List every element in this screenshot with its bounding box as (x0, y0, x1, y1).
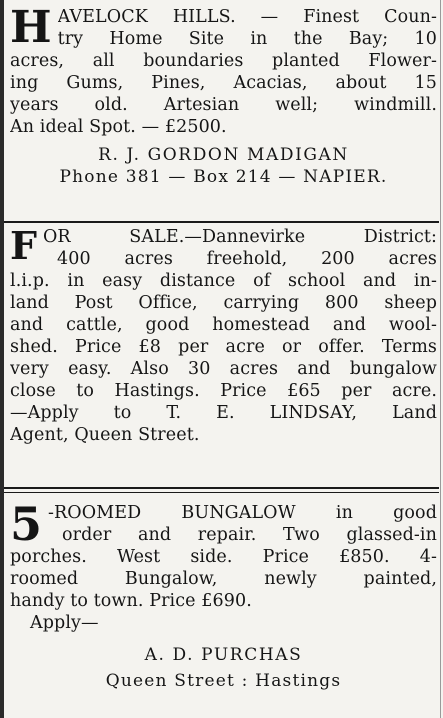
divider (4, 487, 439, 489)
advertisement-for-sale-dannevirke (10, 223, 437, 484)
ad-text-line: porches. West side. Price £850. 4- (10, 547, 437, 567)
ad-text-line: land Post Office, carrying 800 sheep (10, 293, 437, 313)
ad-text-line: very easy. Also 30 acres and bungalow (10, 359, 437, 379)
drop-cap: F (10, 223, 37, 268)
ad-text-line: -ROOMED BUNGALOW in good (48, 503, 437, 523)
ad-text-line: years old. Artesian well; windmill. (10, 95, 437, 115)
ad-text-line: An ideal Spot. — £2500. (10, 117, 227, 137)
ad-text-line: OR SALE.—Dannevirke District: (42, 227, 437, 247)
left-border (0, 0, 4, 718)
ad-text-line: roomed Bungalow, newly painted, (10, 569, 437, 589)
drop-cap: H (10, 2, 52, 53)
ad-text-line: —Apply to T. E. LINDSAY, Land (10, 403, 437, 423)
advertisement-havelock-hills (10, 2, 437, 221)
agent-name: R. J. GORDON MADIGAN (98, 145, 349, 165)
ad-text-line: try Home Site in the Bay; 10 (57, 29, 437, 49)
drop-cap: 5 (10, 497, 43, 551)
ad-text-line: Apply— (30, 613, 99, 633)
ad-text-line: Agent, Queen Street. (10, 425, 200, 445)
agent-address: Queen Street : Hastings (105, 671, 342, 691)
ad-text-line: handy to town. Price £690. (10, 591, 252, 611)
ad-text-line: AVELOCK HILLS. — Finest Coun- (57, 7, 437, 27)
ad-text-line: ing Gums, Pines, Acacias, about 15 (10, 73, 437, 93)
right-border (440, 0, 441, 718)
ad-text-line: order and repair. Two glassed-in (62, 525, 437, 545)
advertisement-roomed-bungalow (10, 497, 437, 716)
divider (4, 492, 439, 493)
ad-text-line: acres, all boundaries planted Flower- (10, 51, 437, 71)
divider (4, 221, 439, 223)
ad-text-line: and cattle, good homestead and wool- (10, 315, 437, 335)
ad-text-line: shed. Price £8 per acre or offer. Terms (10, 337, 437, 357)
agent-contact: Phone 381 — Box 214 — NAPIER. (59, 167, 388, 187)
agent-name: A. D. PURCHAS (144, 645, 303, 665)
ad-text-line: l.i.p. in easy distance of school and in- (10, 271, 437, 291)
ad-text-line: 400 acres freehold, 200 acres (56, 249, 437, 269)
ad-text-line: close to Hastings. Price £65 per acre. (10, 381, 437, 401)
